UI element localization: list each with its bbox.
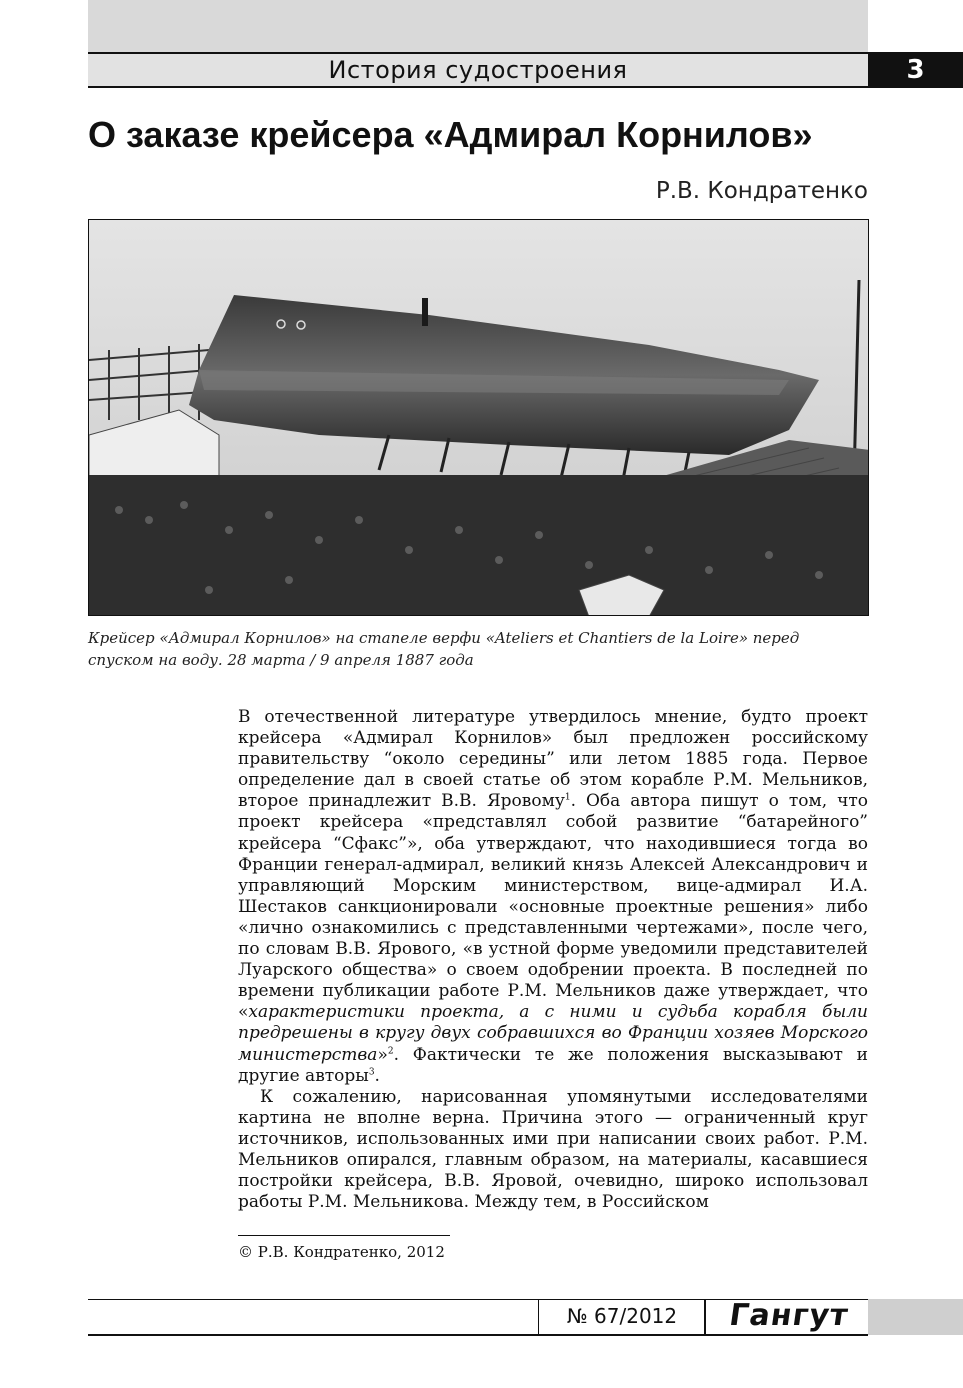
footnote-rule bbox=[238, 1235, 450, 1236]
ship-photo-illustration bbox=[89, 220, 869, 616]
header-band bbox=[88, 52, 868, 88]
footer-divider bbox=[704, 1299, 706, 1335]
caption-line-1: Крейсер «Адмирал Корнилов» на стапеле верфи «Ateliers et Chantiers de la Loire» перед bbox=[88, 629, 800, 647]
paragraph-2: К сожалению, нарисованная упомянутыми исследователями картина не вполне верна. Причина этого — ограниченный круг источников, использованных ими при написании своих работ. Р.М. Мельников опирался, главным образом, на материалы, касавшиеся постройки крейсера, В.В. Яровой, очевидно, широко использовал работы Р.М. Мельникова. Между тем, в Российском bbox=[238, 1086, 868, 1213]
article-author: Р.В. Кондратенко bbox=[655, 178, 868, 204]
page-number-box bbox=[868, 52, 963, 88]
magazine-logo: Гангут bbox=[727, 1298, 851, 1333]
copyright-footnote: © Р.В. Кондратенко, 2012 bbox=[238, 1243, 445, 1261]
issue-number: № 67/2012 bbox=[566, 1304, 678, 1328]
footer-divider bbox=[538, 1299, 539, 1335]
figure-caption bbox=[88, 627, 878, 671]
ship-photo bbox=[88, 219, 869, 616]
paragraph-1: В отечественной литературе утвердилось мнение, будто проект крейсера «Адмирал Корнилов» был предложен российскому правительству “около середины” или летом 1885 года. Первое определение дал в своей статье об этом корабле Р.М. Мельников, второе принадлежит В.В. Яровому$^1$. Оба автора пишут о том, что проект крейсера «представлял собой развитие “батарейного” крейсера “Сфакс”», оба утверждают, что находившиеся тогда во Франции генерал-адмирал, великий князь Алексей Александрович и управляющий Морским министерством, вице-адмирал И.А. Шестаков санкционировали «основные проектные решения» либо «лично ознакомились с представленными чертежами», после чего, по словам В.В. Ярового, «в устной форме уведомили представителей Луарского общества» о своем одобрении проекта. В последней по времени публикации работе Р.М. Мельников даже утверждает, что «характеристики проекта, а с ними и судьба корабля были предрешены в кругу двух собравшихся во Франции хозяев Морского министерства»$^2$. Фактически те же положения высказывают и другие авторы$^3$. bbox=[238, 707, 868, 1086]
footer-rule-bottom bbox=[88, 1334, 868, 1336]
page-number: 3 bbox=[906, 55, 925, 85]
header-top-block bbox=[88, 0, 868, 52]
caption-line-2: спуском на воду. 28 марта / 9 апреля 1887 года bbox=[88, 651, 474, 669]
section-title: История судостроения bbox=[328, 56, 628, 84]
article-title: О заказе крейсера «Адмирал Корнилов» bbox=[88, 114, 813, 155]
article-body bbox=[238, 707, 868, 1213]
footer-gray-block bbox=[868, 1299, 963, 1335]
